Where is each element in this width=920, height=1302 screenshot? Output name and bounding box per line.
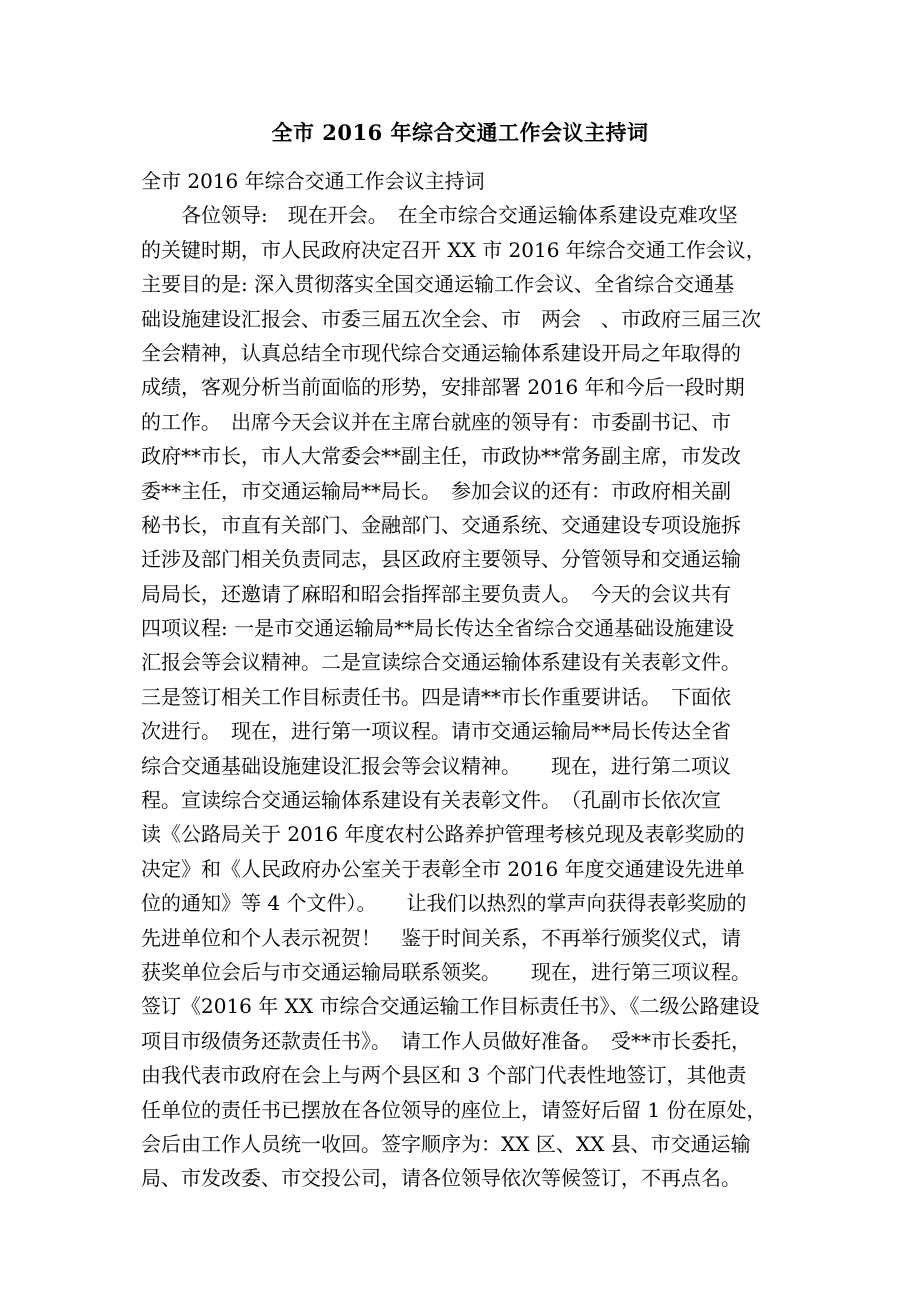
body-line: 的关键时期，市人民政府决定召开 XX 市 2016 年综合交通工作会议， — [141, 237, 766, 262]
body-line: 综合交通基础设施建设汇报会等会议精神。 现在，进行第二项议 — [141, 753, 731, 778]
body-line: 的工作。 出席今天会议并在主席台就座的领导有：市委副书记、市 — [141, 409, 731, 434]
body-line: 先进单位和个人表示祝贺！ 鉴于时间关系，不再举行颁奖仪式，请 — [141, 925, 741, 950]
body-heading-line: 全市 2016 年综合交通工作会议主持词 — [141, 169, 485, 193]
body-line: 三是签订相关工作目标责任书。四是请**市长作重要讲话。 下面依 — [141, 684, 731, 709]
body-line: 政府**市长，市人大常委会**副主任，市政协**常务副主席，市发改 — [141, 444, 741, 469]
body-line: 主要目的是: 深入贯彻落实全国交通运输工作会议、全省综合交通基 — [141, 272, 735, 297]
body-line: 迁涉及部门相关负责同志，县区政府主要领导、分管领导和交通运输 — [141, 547, 741, 572]
document-title: 全市 2016 年综合交通工作会议主持词 — [271, 120, 649, 145]
body-line: 任单位的责任书已摆放在各位领导的座位上，请签好后留 1 份在原处， — [141, 1097, 767, 1122]
body-line: 次进行。 现在，进行第一项议程。请市交通运输局**局长传达全省 — [141, 719, 731, 744]
body-line: 础设施建设汇报会、市委三届五次全会、市 两会 、市政府三届三次 — [141, 306, 761, 331]
body-line: 汇报会等会议精神。二是宣读综合交通运输体系建设有关表彰文件。 — [141, 650, 741, 675]
body-line: 四项议程: 一是市交通运输局**局长传达全省综合交通基础设施建设 — [141, 616, 735, 641]
body-line: 成绩，客观分析当前面临的形势，安排部署 2016 年和今后一段时期 — [141, 375, 745, 400]
body-line: 委**主任，市交通运输局**局长。 参加会议的还有：市政府相关副 — [141, 478, 731, 503]
body-line: 由我代表市政府在会上与两个县区和 3 个部门代表性地签订，其他责 — [141, 1063, 747, 1088]
body-line: 程。宣读综合交通运输体系建设有关表彰文件。 （孔副市长依次宣 — [141, 788, 721, 813]
body-line: 会后由工作人员统一收回。签字顺序为：XX 区、XX 县、市交通运输 — [141, 1131, 751, 1156]
body-line: 获奖单位会后与市交通运输局联系领奖。 现在，进行第三项议程。 — [141, 959, 751, 984]
body-line: 全会精神，认真总结全市现代综合交通运输体系建设开局之年取得的 — [141, 340, 741, 365]
body-line: 局、市发改委、市交投公司，请各位领导依次等候签订，不再点名。 — [141, 1166, 741, 1191]
body-line: 签订《2016 年 XX 市综合交通运输工作目标责任书》、《二级公路建设 — [141, 994, 760, 1019]
body-line: 读《公路局关于 2016 年度农村公路养护管理考核兑现及表彰奖励的 — [141, 822, 745, 847]
body-line: 位的通知》等 4 个文件）。 让我们以热烈的掌声向获得表彰奖励的 — [141, 891, 747, 916]
document-body — [141, 164, 796, 1196]
body-line: 决定》和《人民政府办公室关于表彰全市 2016 年度交通建设先进单 — [141, 856, 745, 881]
body-line: 项目市级债务还款责任书》。 请工作人员做好准备。 受**市长委托， — [141, 1028, 751, 1053]
body-line: 各位领导: 现在开会。 在全市综合交通运输体系建设克难攻坚 — [141, 203, 738, 228]
body-line: 局局长，还邀请了麻昭和昭会指挥部主要负责人。 今天的会议共有 — [141, 581, 731, 606]
body-line: 秘书长，市直有关部门、金融部门、交通系统、交通建设专项设施拆 — [141, 512, 741, 537]
